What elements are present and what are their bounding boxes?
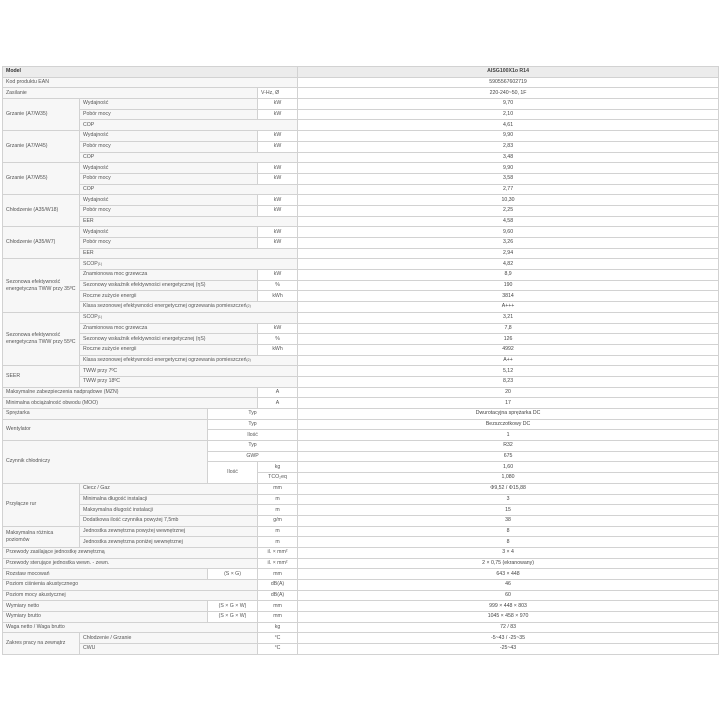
unit-cell: kW — [258, 323, 298, 334]
table-row — [3, 120, 719, 131]
table-row — [3, 612, 719, 623]
unit-cell: kW — [258, 163, 298, 174]
group-label: Zakres pracy na zewnątrz — [3, 633, 80, 654]
table-row — [3, 184, 719, 195]
unit-cell: kg — [258, 622, 298, 633]
label-cell: CWU — [80, 644, 258, 655]
unit-cell: dB(A) — [258, 580, 298, 591]
value-cell: 5,12 — [298, 366, 719, 377]
table-row — [3, 409, 719, 420]
unit-cell: (S × G) — [208, 569, 258, 580]
table-row: Sezonowa efektywność energetyczna TWW przy 55ºC SCOP$^{(1)}$ 3,21 — [3, 312, 719, 323]
table-row — [3, 291, 719, 302]
unit-cell: (S × G × W) — [208, 612, 258, 623]
group-label: Przyłącze rur — [3, 483, 80, 526]
unit-cell: GWP — [208, 451, 298, 462]
value-cell: 999 × 448 × 803 — [298, 601, 719, 612]
value-cell: 46 — [298, 580, 719, 591]
label-cell: Znamionowa moc grzewcza — [80, 270, 258, 281]
label-cell: Przewody sterujące jednostka wewn. - zewn. — [3, 558, 258, 569]
unit-cell: Typ — [208, 409, 298, 420]
label-cell: V-Hz, Ø — [258, 88, 298, 99]
value-cell: 1 — [298, 430, 719, 441]
value-cell: 4,82 — [298, 259, 719, 270]
unit-cell: Ilość — [208, 430, 298, 441]
value-cell: A++ — [298, 355, 719, 366]
header-model: AISG100X1o R14 — [298, 67, 719, 78]
unit-cell: kg — [258, 462, 298, 473]
table-row — [3, 537, 719, 548]
group-label: Chłodzenie (A35/W18) — [3, 195, 80, 227]
table-row — [3, 558, 719, 569]
unit-cell: m — [258, 537, 298, 548]
label-cell: Pobór mocy — [80, 109, 258, 120]
group-label: Grzanie (A7/W55) — [3, 163, 80, 195]
value-cell: 3 — [298, 494, 719, 505]
unit-cell: g/m — [258, 515, 298, 526]
group-label: Czynnik chłodniczy — [3, 441, 208, 484]
label-cell: Jednostka zewnętrzna powyżej wewnętrznej — [80, 526, 258, 537]
value-cell: -25~43 — [298, 644, 719, 655]
unit-cell: kW — [258, 173, 298, 184]
table-row — [3, 99, 719, 110]
label-cell: Kod produktu EAN — [3, 77, 298, 88]
label-cell: Sprężarka — [3, 409, 208, 420]
value-cell: 9,90 — [298, 163, 719, 174]
label-cell: Waga netto / Waga brutto — [3, 622, 258, 633]
value-cell: 3,26 — [298, 238, 719, 249]
unit-cell: Ilość — [208, 462, 258, 483]
unit-cell: kW — [258, 109, 298, 120]
table-row — [3, 547, 719, 558]
value-cell: 220-240~50, 1F — [298, 88, 719, 99]
header-label: Model — [3, 67, 298, 78]
label-cell: Wydajność — [80, 99, 258, 110]
label-cell: Wymiary brutto — [3, 612, 208, 623]
unit-cell: mm — [258, 569, 298, 580]
label-cell: COP — [80, 120, 298, 131]
unit-cell: Typ — [208, 419, 298, 430]
value-cell: A+++ — [298, 302, 719, 313]
unit-cell: kW — [258, 141, 298, 152]
label-cell: Roczne zużycie energii — [80, 344, 258, 355]
table-row — [3, 141, 719, 152]
label-cell: Minimalna długość instalacji — [80, 494, 258, 505]
value-cell: 72 / 83 — [298, 622, 719, 633]
value-cell: 2,10 — [298, 109, 719, 120]
unit-cell: (S × G × W) — [208, 601, 258, 612]
label-cell: Poziom ciśnienia akustycznego — [3, 580, 258, 591]
table-row: Sezonowa efektywność energetyczna TWW przy 35ºC SCOP$^{(1)}$ 4,82 — [3, 259, 719, 270]
table-row — [3, 483, 719, 494]
unit-cell: dB(A) — [258, 590, 298, 601]
label-cell: Ciecz / Gaz — [80, 483, 258, 494]
value-cell: 2,77 — [298, 184, 719, 195]
unit-cell: kWh — [258, 291, 298, 302]
value-cell: R32 — [298, 441, 719, 452]
value-cell: 8 — [298, 526, 719, 537]
value-cell: 9,60 — [298, 227, 719, 238]
unit-cell: il. × mm² — [258, 558, 298, 569]
label-cell: Chłodzenie / Grzanie — [80, 633, 258, 644]
value-cell: 20 — [298, 387, 719, 398]
unit-cell: % — [258, 334, 298, 345]
value-cell: 17 — [298, 398, 719, 409]
group-label: Sezonowa efektywność energetyczna TWW przy 35ºC — [3, 259, 80, 312]
group-label: SEER — [3, 366, 80, 387]
unit-cell: TCO₂eq — [258, 473, 298, 484]
value-cell: 4,61 — [298, 120, 719, 131]
group-label: Grzanie (A7/W45) — [3, 131, 80, 163]
label-cell: Wydajność — [80, 227, 258, 238]
table-row — [3, 238, 719, 249]
value-cell: 3,48 — [298, 152, 719, 163]
label-cell: COP — [80, 184, 298, 195]
table-row: Klasa sezonowej efektywności energetycznej ogrzewania pomieszczeń$^{(2)}$ A+++ — [3, 302, 719, 313]
table-row — [3, 580, 719, 591]
value-cell: 2,25 — [298, 205, 719, 216]
value-cell: 3,58 — [298, 173, 719, 184]
value-cell: 9,70 — [298, 99, 719, 110]
table-row — [3, 131, 719, 142]
label-cell: Sezonowy wskaźnik efektywności energetycznej (ηS) — [80, 280, 258, 291]
table-row — [3, 601, 719, 612]
label-cell: Wydajność — [80, 163, 258, 174]
table-row — [3, 569, 719, 580]
label-cell: Znamionowa moc grzewcza — [80, 323, 258, 334]
table-row — [3, 376, 719, 387]
table-row — [3, 205, 719, 216]
label-cell: Pobór mocy — [80, 141, 258, 152]
table-header-row — [3, 67, 719, 78]
value-cell: 8,23 — [298, 376, 719, 387]
label-cell: TWW przy 18ºC — [80, 376, 298, 387]
unit-cell: mm — [258, 601, 298, 612]
value-cell: Φ9,52 / Φ15,88 — [298, 483, 719, 494]
table-row — [3, 334, 719, 345]
table-row — [3, 77, 719, 88]
unit-cell: kW — [258, 270, 298, 281]
label-cell: Dodatkowa ilość czynnika powyżej 7,5mb — [80, 515, 258, 526]
table-row — [3, 227, 719, 238]
label-cell: Maksymalne zabezpieczenia nadprądowe (MZN) — [3, 387, 258, 398]
label-cell: Pobór mocy — [80, 238, 258, 249]
unit-cell: °C — [258, 633, 298, 644]
unit-cell: °C — [258, 644, 298, 655]
unit-cell: mm — [258, 483, 298, 494]
table-row — [3, 494, 719, 505]
table-row — [3, 270, 719, 281]
spec-table — [2, 66, 719, 655]
table-row — [3, 366, 719, 377]
unit-cell: il. × mm² — [258, 547, 298, 558]
table-row — [3, 590, 719, 601]
value-cell: 8,9 — [298, 270, 719, 281]
label-cell: EER — [80, 216, 298, 227]
value-cell: 10,30 — [298, 195, 719, 206]
value-cell: 38 — [298, 515, 719, 526]
table-row — [3, 526, 719, 537]
label-cell: Roczne zużycie energii — [80, 291, 258, 302]
table-row: Klasa sezonowej efektywności energetycznej ogrzewania pomieszczeń$^{(2)}$ A++ — [3, 355, 719, 366]
table-row — [3, 248, 719, 259]
table-row — [3, 173, 719, 184]
label-cell: EER — [80, 248, 298, 259]
value-cell: Dwurotacyjna sprężarka DC — [298, 409, 719, 420]
table-row — [3, 419, 719, 430]
unit-cell: A — [258, 387, 298, 398]
value-cell: 9,90 — [298, 131, 719, 142]
value-cell: 2,83 — [298, 141, 719, 152]
unit-cell: kW — [258, 238, 298, 249]
table-row — [3, 505, 719, 516]
table-row — [3, 633, 719, 644]
unit-cell: kW — [258, 131, 298, 142]
label-cell: Pobór mocy — [80, 173, 258, 184]
group-label: Grzanie (A7/W35) — [3, 99, 80, 131]
value-cell: 2,94 — [298, 248, 719, 259]
unit-cell: mm — [258, 612, 298, 623]
value-cell: 4992 — [298, 344, 719, 355]
label-cell: Wydajność — [80, 195, 258, 206]
value-cell: 675 — [298, 451, 719, 462]
value-cell: 7,8 — [298, 323, 719, 334]
value-cell: 2 × 0,75 (ekranowany) — [298, 558, 719, 569]
group-label: Wentylator — [3, 419, 208, 440]
label-cell: Minimalna obciążalność obwodu (MOO) — [3, 398, 258, 409]
value-cell: 643 × 448 — [298, 569, 719, 580]
value-cell: 1045 × 458 × 970 — [298, 612, 719, 623]
unit-cell: kW — [258, 227, 298, 238]
value-cell: -5~43 / -25~35 — [298, 633, 719, 644]
table-row — [3, 441, 719, 452]
unit-cell: kWh — [258, 344, 298, 355]
label-cell: COP — [80, 152, 298, 163]
value-cell: 1,60 — [298, 462, 719, 473]
label-cell: Przewody zasilające jednostkę zewnętrzną — [3, 547, 258, 558]
table-row — [3, 387, 719, 398]
group-label: Chłodzenie (A35/W7) — [3, 227, 80, 259]
value-cell: 1,080 — [298, 473, 719, 484]
table-row — [3, 344, 719, 355]
value-cell: 15 — [298, 505, 719, 516]
table-row — [3, 280, 719, 291]
group-label: Sezonowa efektywność energetyczna TWW przy 55ºC — [3, 312, 80, 365]
value-cell: 4,58 — [298, 216, 719, 227]
table-row — [3, 644, 719, 655]
table-row — [3, 323, 719, 334]
label-cell: Poziom mocy akustycznej — [3, 590, 258, 601]
table-row — [3, 398, 719, 409]
unit-cell: Typ — [208, 441, 298, 452]
table-row — [3, 216, 719, 227]
table-row — [3, 163, 719, 174]
unit-cell: m — [258, 505, 298, 516]
table-row — [3, 109, 719, 120]
value-cell: Bezszczotkowy DC — [298, 419, 719, 430]
value-cell: 3 × 4 — [298, 547, 719, 558]
label-cell: Wydajność — [80, 131, 258, 142]
unit-cell: A — [258, 398, 298, 409]
unit-cell: m — [258, 494, 298, 505]
label-cell: Zasilanie — [3, 88, 258, 99]
unit-cell: m — [258, 526, 298, 537]
value-cell: 126 — [298, 334, 719, 345]
label-cell: TWW przy 7ºC — [80, 366, 298, 377]
group-label: Maksymalna różnica poziomów — [3, 526, 80, 547]
value-cell: 3814 — [298, 291, 719, 302]
label-cell: Jednostka zewnętrzna poniżej wewnętrznej — [80, 537, 258, 548]
label-cell: Pobór mocy — [80, 205, 258, 216]
table-row — [3, 88, 719, 99]
label-cell: Sezonowy wskaźnik efektywności energetycznej (ηS) — [80, 334, 258, 345]
table-row — [3, 195, 719, 206]
unit-cell: kW — [258, 195, 298, 206]
unit-cell: % — [258, 280, 298, 291]
value-cell: 8 — [298, 537, 719, 548]
table-row — [3, 152, 719, 163]
label-cell: Rozstaw mocowań — [3, 569, 208, 580]
value-cell: 190 — [298, 280, 719, 291]
table-row — [3, 515, 719, 526]
label-cell: Maksymalna długość instalacji — [80, 505, 258, 516]
value-cell: 60 — [298, 590, 719, 601]
value-cell: 3,21 — [298, 312, 719, 323]
label-cell: Wymiary netto — [3, 601, 208, 612]
value-cell: 5905567602719 — [298, 77, 719, 88]
unit-cell: kW — [258, 99, 298, 110]
table-row — [3, 622, 719, 633]
unit-cell: kW — [258, 205, 298, 216]
